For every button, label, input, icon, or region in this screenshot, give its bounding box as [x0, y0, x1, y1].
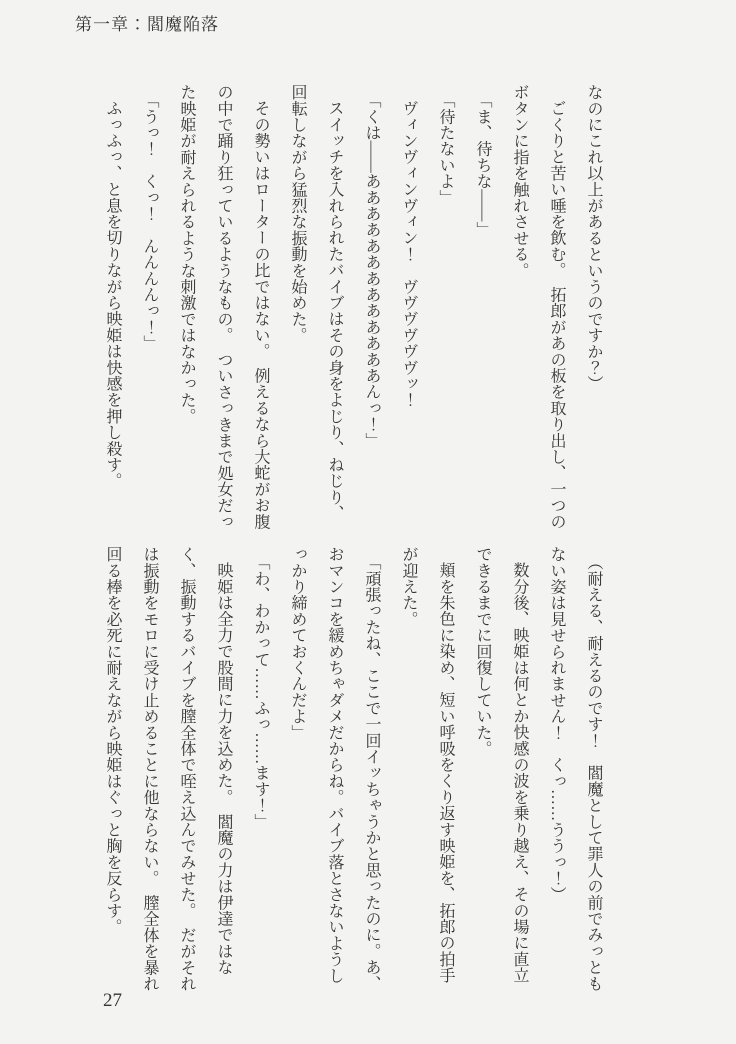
text-line: 回転しながら猛烈な振動を始めた。 [289, 84, 306, 344]
text-line: 「待たないよ」 [437, 92, 454, 206]
text-line: ボタンに指を触れさせる。 [511, 84, 528, 279]
text-line: ない姿は見せられません！ くっ……ううっ！） [548, 546, 565, 903]
page-number: 27 [103, 990, 122, 1011]
text-line: の中で踊り狂っているようなもの。 ついさっきまで処女だっ [215, 84, 232, 530]
text-line: おマンコを緩めちゃダメだからね。バイブ落とさないようし [326, 546, 343, 984]
text-line: 「くは――あああああああああああああんっ！」 [363, 92, 380, 449]
text-line: その勢いはローターの比ではない。 例えるなら大蛇がお腹 [252, 100, 269, 530]
text-line: できるまでに回復していた。 [474, 546, 491, 757]
text-line: 「わ、わかって……ふっ……ます！」 [252, 554, 269, 830]
text-line: 「うっ！ くっ！ んんんんっ！」 [141, 92, 158, 352]
text-line: 「頑張ったね、ここで一回イッちゃうかと思ったのに。あ、 [363, 554, 380, 992]
text-line: 頬を朱色に染め、短い呼吸をくり返す映姫を、拓郎の拍手 [437, 562, 454, 984]
text-line: 「ま、待ちな――」 [474, 92, 491, 238]
text-line: た映姫が耐えられるような刺激ではなかった。 [178, 84, 195, 425]
text-line: く、振動するバイブを膣全体で咥え込んでみせた。 だがそれ [178, 546, 195, 992]
text-line: っかり締めておくんだよ」 [289, 546, 306, 741]
text-line: が迎えた。 [400, 546, 417, 627]
text-block-top [90, 84, 612, 546]
text-line: ふっふっ、と息を切りながら映姫は快感を押し殺す。 [104, 100, 121, 489]
text-line: スイッチを入れられたバイブはその身をよじり、ねじり、 [326, 100, 343, 522]
text-line: （耐える、耐えるのです！ 閻魔として罪人の前でみっとも [585, 554, 602, 992]
text-line: 数分後、映姫は何とか快感の波を乗り越え、その場に直立 [511, 562, 528, 984]
chapter-header: 第一章：閻魔陥落 [75, 15, 219, 34]
text-line: 回る棒を必死に耐えながら映姫はぐっと胸を反らす。 [104, 546, 121, 935]
text-line: は振動をモロに受け止めることに他ならない。 膣全体を暴れ [141, 546, 158, 992]
text-line: ヴィンヴィンヴィン！ ヴヴヴヴヴヴッ！ [400, 100, 417, 408]
text-block-bottom [90, 546, 612, 1008]
text-line: なのにこれ以上があるというのですか？） [585, 84, 602, 392]
text-line: ごくりと苦い唾を飲む。 拓郎があの板を取り出し、一つの [548, 100, 565, 530]
text-line: 映姫は全力で股間に力を込めた。 閻魔の力は伊達ではな [215, 562, 232, 976]
